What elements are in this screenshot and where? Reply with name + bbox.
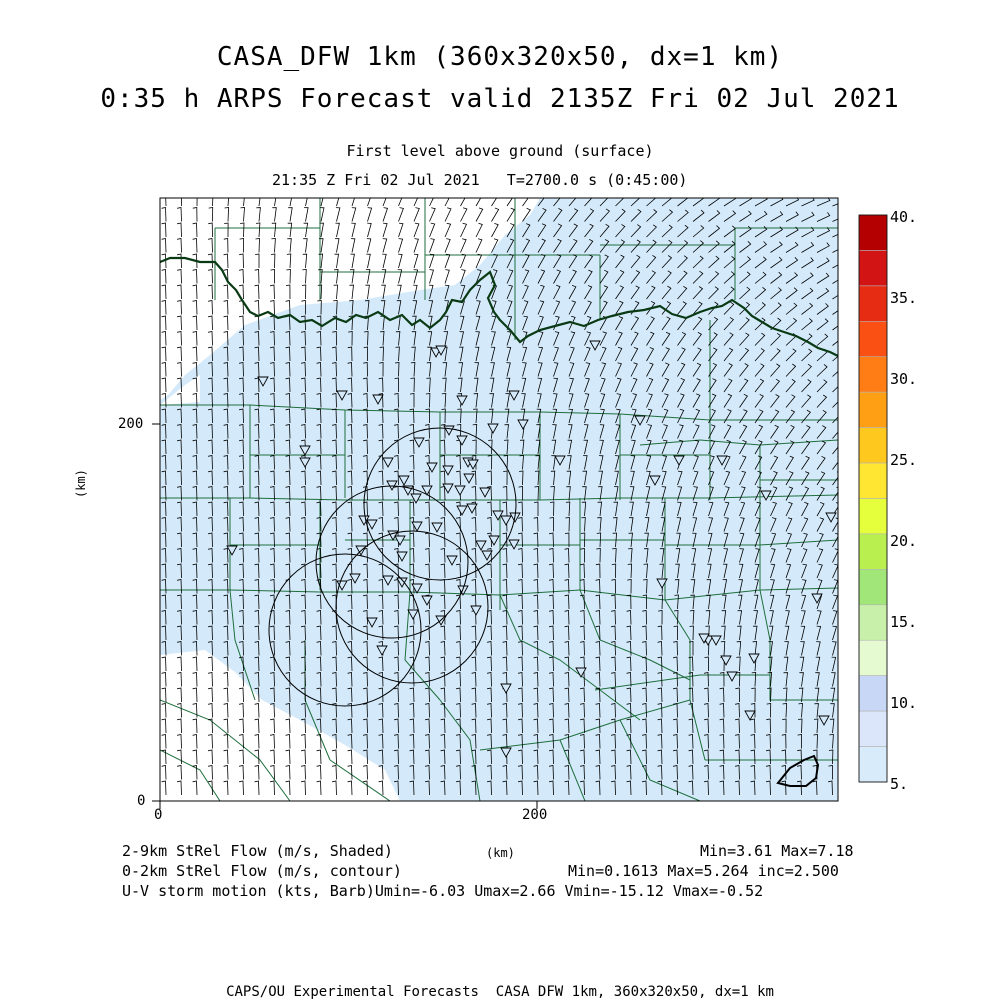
colorbar-label: 10. xyxy=(890,694,918,712)
x-tick-label-0: 0 xyxy=(154,807,163,823)
colorbar-swatch xyxy=(859,392,887,427)
colorbar xyxy=(859,215,887,782)
colorbar-swatch xyxy=(859,250,887,285)
colorbar-swatch xyxy=(859,711,887,746)
colorbar-swatch xyxy=(859,215,887,250)
footer-shaded-minmax: Min=3.61 Max=7.18 xyxy=(700,842,854,860)
footer-contour-minmax: Min=0.1613 Max=5.264 inc=2.500 xyxy=(568,862,839,880)
colorbar-label: 35. xyxy=(890,289,918,307)
colorbar-swatch xyxy=(859,747,887,782)
colorbar-swatch xyxy=(859,321,887,356)
y-axis-unit: (km) xyxy=(74,469,88,498)
x-tick-label-200: 200 xyxy=(522,807,548,823)
colorbar-label: 15. xyxy=(890,613,918,631)
time-subtitle: 21:35 Z Fri 02 Jul 2021 T=2700.0 s (0:45:00) xyxy=(272,171,688,189)
colorbar-swatch xyxy=(859,357,887,392)
colorbar-swatch xyxy=(859,463,887,498)
colorbar-label: 40. xyxy=(890,208,918,226)
y-tick-label-200: 200 xyxy=(118,416,144,432)
colorbar-swatch xyxy=(859,428,887,463)
footer-shaded-field: 2-9km StRel Flow (m/s, Shaded) xyxy=(122,842,393,860)
map-title-line1: CASA_DFW 1km (360x320x50, dx=1 km) xyxy=(216,42,784,72)
map-title-line2: 0:35 h ARPS Forecast valid 2135Z Fri 02 Jul 2021 xyxy=(100,84,900,114)
colorbar-label: 5. xyxy=(890,775,909,793)
colorbar-swatch xyxy=(859,640,887,675)
colorbar-swatch xyxy=(859,286,887,321)
colorbar-label: 25. xyxy=(890,451,918,469)
colorbar-swatch xyxy=(859,605,887,640)
x-axis-unit: (km) xyxy=(486,846,515,860)
colorbar-swatch xyxy=(859,534,887,569)
y-tick-label-0: 0 xyxy=(137,793,146,809)
footer-contour-field: 0-2km StRel Flow (m/s, contour) xyxy=(122,862,402,880)
colorbar-swatch xyxy=(859,676,887,711)
colorbar-label: 30. xyxy=(890,370,918,388)
level-subtitle: First level above ground (surface) xyxy=(346,142,654,160)
footer-barb-summary: U-V storm motion (kts, Barb)Umin=-6.03 Umax=2.66 Vmin=-15.12 Vmax=-0.52 xyxy=(122,882,764,900)
colorbar-label: 20. xyxy=(890,532,918,550)
colorbar-swatch xyxy=(859,499,887,534)
credit-line: CAPS/OU Experimental Forecasts CASA DFW 1km, 360x320x50, dx=1 km xyxy=(226,984,774,1000)
colorbar-swatch xyxy=(859,569,887,604)
